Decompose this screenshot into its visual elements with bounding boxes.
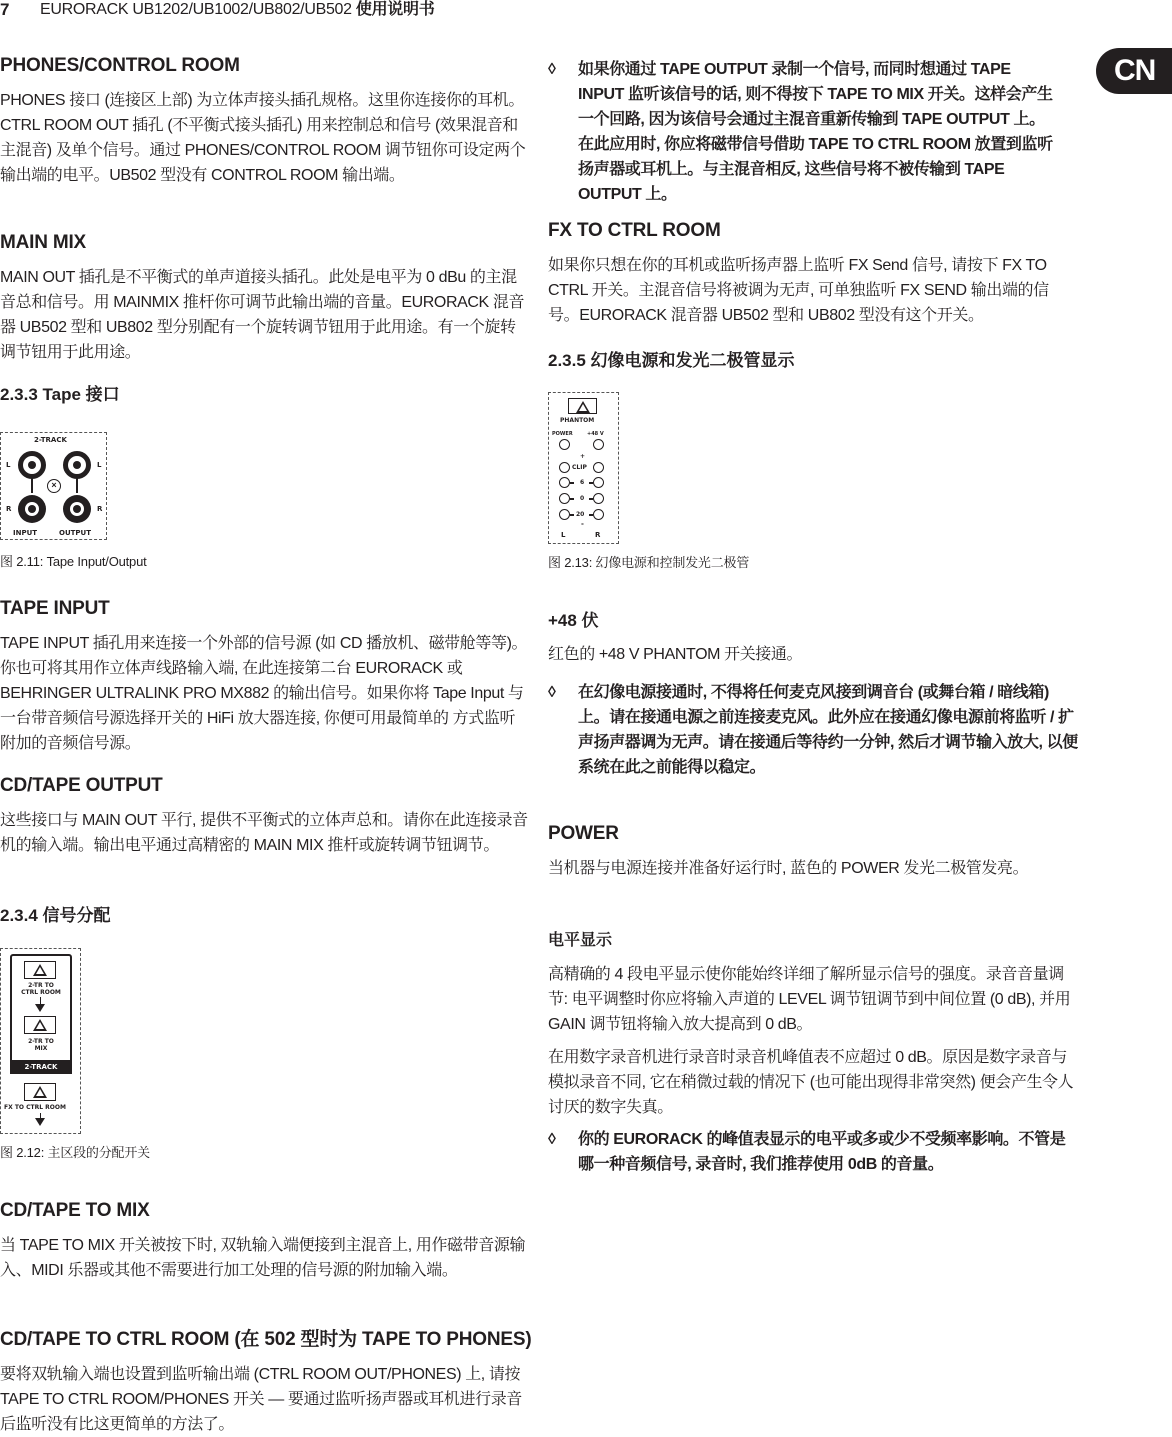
section-heading: PHONES/CONTROL ROOM	[0, 55, 240, 76]
warning-note-tape-loop	[548, 57, 1078, 207]
section-tape-input	[0, 597, 530, 756]
rca-jack-output-r	[63, 495, 91, 523]
switch-2tr-to-ctrl-room	[24, 961, 56, 979]
section-tape-to-mix	[0, 1199, 530, 1283]
section-tape-heading	[0, 384, 530, 406]
section-heading: CD/TAPE TO MIX	[0, 1200, 150, 1221]
arrow-down-icon	[35, 1118, 45, 1126]
switch-fx-to-ctrl-room	[24, 1083, 56, 1101]
document-title-cn: 使用说明书	[355, 1, 435, 18]
20db-led-r	[593, 509, 604, 520]
figure-tape-io	[0, 432, 107, 540]
power-led	[559, 439, 570, 450]
rca-jack-input-l	[18, 451, 46, 479]
phantom-led	[593, 439, 604, 450]
section-phantom-heading	[548, 350, 1078, 372]
fig-label-2track: 2-TRACK	[34, 436, 67, 444]
fig-label-fx-ctrl: FX TO CTRL ROOM	[4, 1104, 66, 1111]
section-body: 这些接口与 MAIN OUT 平行, 提供不平衡式的立体声总和。请你在此连接录音机的输入端。输出电平通过高精密的 MAIN MIX 推杆或旋转调节钮调节。	[0, 812, 528, 854]
section-heading: 电平显示	[548, 932, 613, 949]
page-number: 7	[0, 0, 10, 19]
rca-jack-output-l	[63, 451, 91, 479]
section-body: 红色的 +48 V PHANTOM 开关接通。	[548, 646, 803, 663]
fig-label-minus: -	[581, 520, 584, 528]
6db-led-l	[559, 477, 570, 488]
language-tab: CN	[1096, 48, 1172, 94]
fig-label-20: 20	[576, 511, 585, 518]
note-text: 如果你通过 TAPE OUTPUT 录制一个信号, 而同时想通过 TAPE INPUT 监听该信号的话, 则不得按下 TAPE TO MIX 开关。这样会产生一个回路, 因为该信号会通过主混音重新传输到 TAPE OUTPUT 上。在此应用时, 你应将磁带信号借助 TAPE TO CTRL ROOM 放置到监听扬声器或耳机上。与主混音相反, 这些信号将不被传输到 TAPE OUTPUT 上。	[578, 61, 1053, 203]
section-body: 在用数字录音机进行录音时录音机峰值表不应超过 0 dB。原因是数字录音与模拟录音不同, 它在稍微过载的情况下 (也可能出现得非常突然) 便会产生令人讨厌的数字失真。	[548, 1049, 1074, 1116]
section-routing-heading	[0, 905, 530, 927]
fig-label-2tr-ctrl: 2-TR TO CTRL ROOM	[21, 982, 61, 996]
note-text: 在幻像电源接通时, 不得将任何麦克风接到调音台 (或舞台箱 / 暗线箱) 上。请在接通电源之前连接麦克风。此外应在接通幻像电源前将监听 / 扩声扬声器调为无声。请在接通后等待约一分钟, 然后才调节输入放大, 以便系统在此之前能得以稳定。	[578, 684, 1078, 776]
figure-phantom-leds	[548, 392, 619, 544]
section-heading: POWER	[548, 823, 619, 844]
figure-routing-switches	[0, 948, 81, 1134]
section-heading: CD/TAPE OUTPUT	[0, 775, 163, 796]
screw-icon: ×	[47, 479, 61, 493]
figure-caption: 图 2.13: 幻像电源和控制发光二极管	[548, 555, 750, 570]
document-title	[40, 0, 434, 20]
section-heading: TAPE INPUT	[0, 598, 110, 619]
section-level-meter	[548, 930, 1078, 1120]
fig-label-r-right: R	[97, 505, 103, 513]
section-heading: CD/TAPE TO CTRL ROOM (在 502 型时为 TAPE TO PHONES)	[0, 1329, 532, 1350]
fig-label-l: L	[561, 531, 566, 539]
diamond-icon: ◊	[548, 61, 556, 78]
section-body: PHONES 接口 (连接区上部) 为立体声接头插孔规格。这里你连接你的耳机。CTRL ROOM OUT 插孔 (不平衡式接头插孔) 用来控制总和信号 (效果混音和主混音) 及单个信号。通过 PHONES/CONTROL ROOM 调节钮你可设定两个输出端的电平。UB502 型没有 CONTROL ROOM 输出端。	[0, 92, 526, 184]
fig-label-power: POWER	[552, 431, 573, 437]
fig-label-r-left: R	[6, 505, 12, 513]
warning-note-phantom	[548, 680, 1078, 780]
page-header	[0, 0, 700, 22]
subsection-heading: 2.3.4 信号分配	[0, 906, 111, 925]
switch-2tr-to-mix	[24, 1016, 56, 1034]
fig-label-2tr-mix: 2-TR TO MIX	[28, 1038, 54, 1052]
section-48v	[548, 610, 1078, 667]
section-body: 要将双轨输入端也设置到监听输出端 (CTRL ROOM OUT/PHONES) 上, 请按 TAPE TO CTRL ROOM/PHONES 开关 — 要通过监听扬声器或耳机进行录音后监听没有比这更简单的方法了。	[0, 1366, 522, 1433]
0db-led-l	[559, 493, 570, 504]
tick-line	[570, 498, 574, 500]
document-title-latin: EURORACK UB1202/UB1002/UB802/UB502	[40, 1, 352, 18]
fig-label-r: R	[595, 531, 601, 539]
tick-line	[570, 514, 574, 516]
section-body: 高精确的 4 段电平显示使你能始终详细了解所显示信号的强度。录音音量调节: 电平调整时你应将输入声道的 LEVEL 调节钮调节到中间位置 (0 dB), 并用 GAIN 调节钮将输入放大提高到 0 dB。	[548, 966, 1071, 1033]
section-heading: +48 伏	[548, 611, 599, 630]
diamond-icon: ◊	[548, 684, 556, 701]
fig-label-0: 0	[580, 495, 585, 502]
section-phones	[0, 54, 530, 188]
triangle-icon	[576, 401, 590, 413]
section-main-mix	[0, 231, 530, 365]
section-fx-to-ctrl	[548, 219, 1078, 328]
note-peak-meter	[548, 1127, 1078, 1177]
fig-label-48v: +48 V	[587, 431, 604, 437]
fig-label-plus: +	[580, 453, 586, 460]
clip-led-r	[593, 462, 604, 473]
figure-caption: 图 2.11: Tape Input/Output	[0, 554, 147, 569]
section-power	[548, 822, 1078, 881]
section-body: 当 TAPE TO MIX 开关被按下时, 双轨输入端便接到主混音上, 用作磁带音源输入、MIDI 乐器或其他不需要进行加工处理的信号源的附加输入端。	[0, 1237, 526, 1279]
section-tape-to-ctrl	[0, 1328, 530, 1437]
triangle-icon	[33, 1019, 47, 1031]
section-tape-output	[0, 774, 530, 858]
subsection-heading: 2.3.3 Tape 接口	[0, 385, 120, 404]
triangle-icon	[33, 1086, 47, 1098]
clip-led-l	[559, 462, 570, 473]
section-body: TAPE INPUT 插孔用来连接一个外部的信号源 (如 CD 播放机、磁带舱等等)。你也可将其用作立体声线路输入端, 在此连接第二台 EURORACK 或 BEHRINGER ULTRALINK PRO MX882 的输出信号。如果你将 Tape Input 与一台带音频信号源选择开关的 HiFi 放大器连接, 你便可用最简单的 方式监听附加的音频信号源。	[0, 635, 528, 752]
diamond-icon: ◊	[548, 1131, 556, 1148]
fig-label-l-right: L	[97, 461, 102, 469]
subsection-heading: 2.3.5 幻像电源和发光二极管显示	[548, 351, 795, 370]
arrow-down-icon	[35, 1004, 45, 1012]
fig-label-l-left: L	[6, 461, 11, 469]
20db-led-l	[559, 509, 570, 520]
tick-line	[570, 482, 574, 484]
fig-label-phantom: PHANTOM	[560, 417, 595, 424]
section-heading: FX TO CTRL ROOM	[548, 220, 721, 241]
section-body: 如果你只想在你的耳机或监听扬声器上监听 FX Send 信号, 请按下 FX TO CTRL 开关。主混音信号将被调为无声, 可单独监听 FX SEND 输出端的信号。EURORACK 混音器 UB502 型和 UB802 型没有这个开关。	[548, 257, 1049, 324]
2track-group-label: 2-TRACK	[10, 1060, 72, 1074]
figure-caption: 图 2.12: 主区段的分配开关	[0, 1145, 150, 1160]
triangle-icon	[33, 964, 47, 976]
fig-label-output: OUTPUT	[59, 529, 91, 537]
section-body: MAIN OUT 插孔是不平衡式的单声道接头插孔。此处是电平为 0 dBu 的主混音总和信号。用 MAINMIX 推杆你可调节此输出端的音量。EURORACK 混音器 UB502 型和 UB802 型分别配有一个旋转调节钮用于此用途。有一个旋转调节钮用于此用途。	[0, 269, 525, 361]
note-text: 你的 EURORACK 的峰值表显示的电平或多或少不受频率影响。不管是哪一种音频信号, 录音时, 我们推荐使用 0dB 的音量。	[578, 1131, 1066, 1173]
section-body: 当机器与电源连接并准备好运行时, 蓝色的 POWER 发光二极管发亮。	[548, 860, 1029, 877]
fig-label-6: 6	[580, 479, 585, 486]
0db-led-r	[593, 493, 604, 504]
section-heading: MAIN MIX	[0, 232, 87, 253]
fig-label-input: INPUT	[13, 529, 38, 537]
fig-label-clip: CLIP	[572, 464, 587, 471]
rca-jack-input-r	[18, 495, 46, 523]
phantom-switch	[568, 398, 597, 414]
6db-led-r	[593, 477, 604, 488]
